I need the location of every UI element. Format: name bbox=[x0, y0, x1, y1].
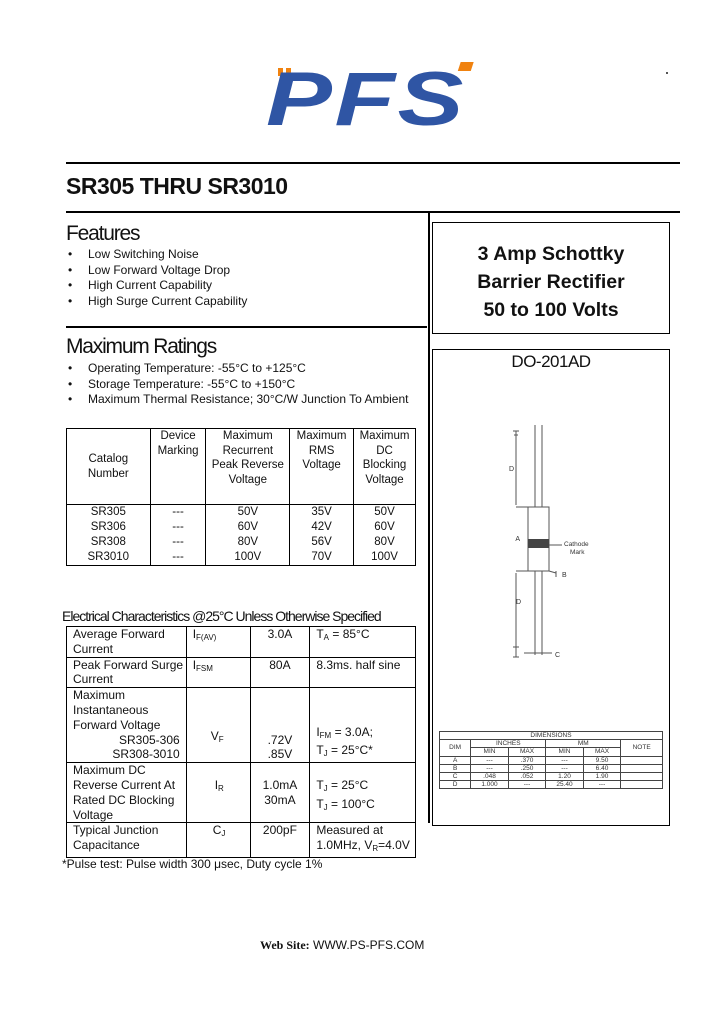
dimensions-title: DIMENSIONS bbox=[440, 732, 663, 740]
table-row: SR306 --- 60V 42V 60V bbox=[67, 520, 416, 535]
header-dc-blocking: Maximum DC Blocking Voltage bbox=[354, 429, 416, 505]
table-row: Maximum Instantaneous Forward Voltage SR305-306 SR308-3010 $V_F$ .72V .85V $I_{FM} = 3.0A$; $T_J = 25^\circ C*$ bbox=[67, 688, 416, 763]
cathode-mark-label1: Cathode bbox=[564, 541, 589, 548]
header-peak-reverse: Maximum Recurrent Peak Reverse Voltage bbox=[206, 429, 290, 505]
list-item: • Operating Temperature: -55°C to +125°C bbox=[66, 361, 408, 377]
table-row: SR3010 --- 100V 70V 100V bbox=[67, 550, 416, 566]
features-heading: Features bbox=[66, 222, 140, 245]
website-line bbox=[260, 938, 424, 953]
pulse-note: *Pulse test: Pulse width 300 μsec, Duty cycle 1% bbox=[62, 857, 323, 871]
table-row: SR308 --- 80V 56V 80V bbox=[67, 535, 416, 550]
table-row: A --- .370 --- 9.50 bbox=[440, 756, 663, 764]
electrical-table bbox=[66, 626, 416, 858]
list-item: • Storage Temperature: -55°C to +150°C bbox=[66, 377, 408, 393]
table-row: SR305 --- 50V 35V 50V bbox=[67, 505, 416, 521]
max-ratings-list bbox=[66, 361, 408, 408]
list-item: • High Current Capability bbox=[66, 278, 247, 294]
table-row: B --- .250 --- 6.40 bbox=[440, 764, 663, 772]
package-name: DO-201AD bbox=[511, 352, 591, 371]
list-item: • High Surge Current Capability bbox=[66, 294, 247, 310]
list-item: • Low Forward Voltage Drop bbox=[66, 263, 247, 279]
table-row: Average Forward Current $I_{F(AV)}$ 3.0A $T_A = 85^\circ C$ bbox=[67, 627, 416, 658]
electrical-heading: Electrical Characteristics @25°C Unless Otherwise Specified bbox=[62, 608, 381, 624]
list-item: • Maximum Thermal Resistance; 30°C/W Junction To Ambient bbox=[66, 392, 408, 408]
table-row: C .048 .052 1.20 1.90 bbox=[440, 772, 663, 780]
label-a: A bbox=[515, 536, 520, 543]
label-b: B bbox=[562, 572, 567, 579]
speck bbox=[666, 72, 668, 74]
website-url[interactable]: WWW.PS-PFS.COM bbox=[313, 938, 425, 952]
table-row: D 1.000 --- 25.40 --- bbox=[440, 781, 663, 789]
vertical-rule bbox=[428, 213, 430, 823]
header-catalog: Catalog Number bbox=[67, 429, 151, 505]
title-rule bbox=[66, 211, 680, 213]
top-rule bbox=[66, 162, 680, 164]
table-row: Peak Forward Surge Current $I_{FSM}$ 80A 8.3ms. half sine bbox=[67, 657, 416, 688]
dimensions-table: DIMENSIONS DIM INCHES MM NOTE MIN MAX MIN MAX A --- .370 --- 9.50 B --- .250 --- 6.40 C .048 .052 1.20 1.90 D 1.000 --- 25.40 --- bbox=[439, 731, 663, 789]
features-rule bbox=[66, 326, 427, 328]
description-box bbox=[432, 222, 670, 334]
label-c: C bbox=[555, 652, 561, 659]
description-line3: 50 to 100 Volts bbox=[483, 299, 619, 321]
label-d: D bbox=[508, 466, 514, 473]
description-line1: 3 Amp Schottky bbox=[477, 243, 625, 265]
pfs-logo bbox=[262, 58, 478, 130]
header-marking: Device Marking bbox=[150, 429, 206, 505]
website-label: Web Site: bbox=[260, 938, 310, 952]
label-d-lower: D bbox=[515, 599, 521, 606]
page-title: SR305 THRU SR3010 bbox=[66, 173, 288, 199]
max-ratings-heading: Maximum Ratings bbox=[66, 335, 217, 358]
ratings-table bbox=[66, 428, 416, 566]
description-line2: Barrier Rectifier bbox=[477, 271, 625, 293]
package-outline-drawing bbox=[500, 425, 610, 665]
list-item: • Low Switching Noise bbox=[66, 247, 247, 263]
features-list bbox=[66, 247, 247, 309]
table-row: Maximum DC Reverse Current At Rated DC Blocking Voltage $I_R$ 1.0mA 30mA $T_J = 25^\circ C$ $T_J = 100^\circ C$ bbox=[67, 763, 416, 823]
header-rms: Maximum RMS Voltage bbox=[290, 429, 354, 505]
cathode-mark-label2: Mark bbox=[570, 549, 585, 556]
table-row: Typical Junction Capacitance $C_J$ 200pF Measured at 1.0MHz, $V_R=4.0V$ bbox=[67, 823, 416, 858]
logo-text: PFS bbox=[266, 58, 466, 130]
